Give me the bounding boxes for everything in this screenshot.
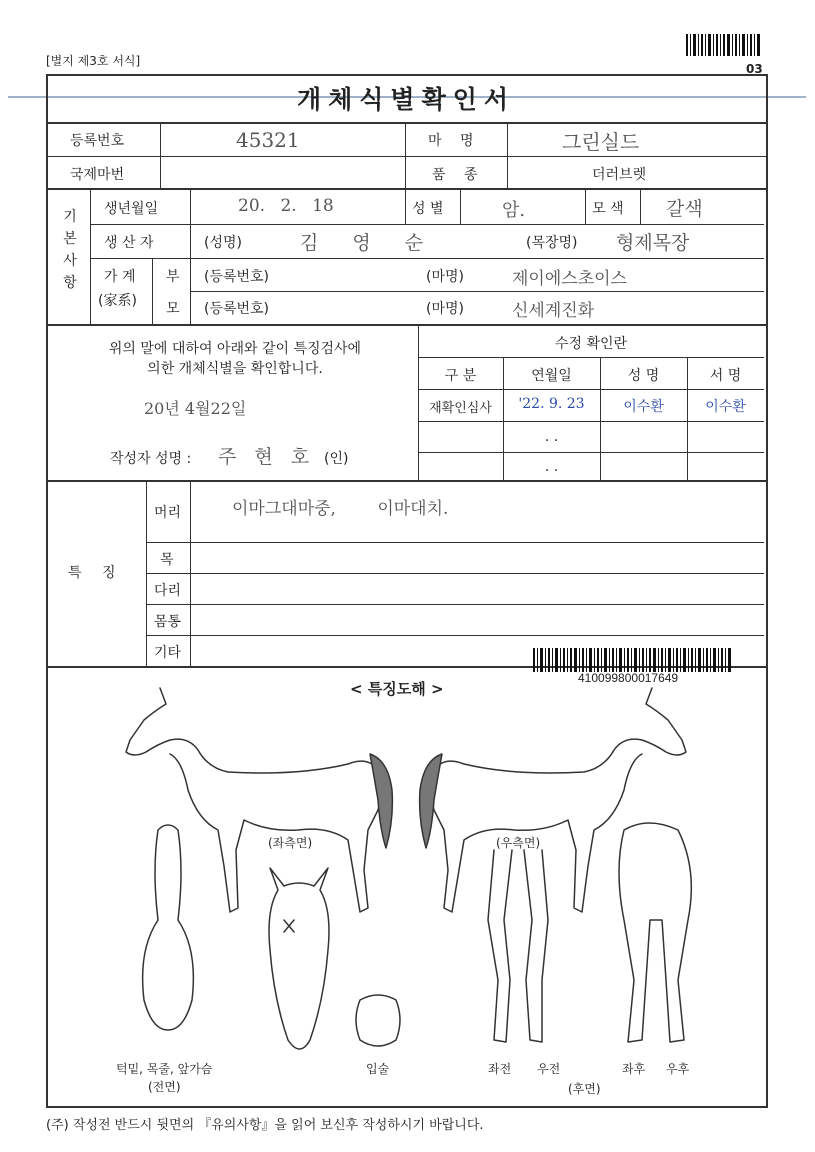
statement-line1: 위의 말에 대하여 아래와 같이 특징검사에: [108, 341, 362, 357]
divider: [146, 542, 764, 543]
horse-name-value: 그린실드: [562, 130, 640, 154]
horse-front-neck: [143, 825, 194, 1030]
divider: [46, 122, 766, 124]
basic-info-char: 항: [63, 275, 77, 291]
col-date: 연월일: [531, 368, 572, 384]
basic-info-char: 사: [63, 253, 77, 269]
right-side-caption: (우측면): [496, 836, 541, 850]
seal-label: (인): [324, 451, 349, 467]
producer-label: 생 산 자: [104, 235, 154, 251]
right-hind-caption: 우후: [666, 1062, 690, 1076]
producer-name-value: 김 영 순: [300, 232, 424, 254]
divider: [460, 188, 461, 224]
revision-sign: 이수환: [705, 399, 746, 415]
revision-date: . .: [544, 429, 559, 445]
barcode-number: 410099800017649: [578, 671, 679, 685]
farm-label: (목장명): [526, 235, 578, 251]
divider: [90, 188, 91, 324]
divider: [190, 291, 764, 292]
sire-name-value: 제이에스초이스: [512, 269, 627, 289]
breed-value: 더러브렛: [592, 167, 647, 183]
form-label: [별지 제3호 서식]: [46, 54, 141, 68]
divider: [152, 258, 153, 324]
divider: [190, 480, 191, 667]
dam-reg-label: (등록번호): [204, 301, 270, 317]
col-sign: 서 명: [709, 368, 742, 384]
diagram-title: < 특징도해 >: [350, 680, 444, 698]
basic-info-char: 본: [63, 231, 77, 247]
divider: [46, 156, 766, 157]
reg-no-label: 등록번호: [70, 133, 125, 149]
features-label: 특 징: [68, 565, 116, 581]
divider: [405, 188, 406, 224]
face-marking: [284, 920, 294, 932]
neck-label: 목: [160, 552, 174, 568]
divider: [418, 389, 764, 390]
dam-name-label: (마명): [426, 301, 464, 317]
basic-info-label: [60, 206, 80, 294]
author-label: 작성자 성명 :: [110, 451, 192, 467]
dam-name-value: 신세계진화: [512, 301, 595, 321]
divider: [160, 122, 161, 190]
sire-name-label: (마명): [426, 269, 464, 285]
horse-head-front: [269, 868, 329, 1049]
sex-label: 성 별: [412, 201, 444, 217]
lineage-hanja: (家系): [98, 293, 137, 309]
horse-left-tail: [370, 754, 392, 848]
divider: [418, 421, 764, 422]
barcode: [533, 648, 731, 672]
footer-note: (주) 작성전 반드시 뒷면의 『유의사항』을 읽어 보신후 작성하시기 바랍니다.: [46, 1118, 484, 1133]
dam-label: 모: [166, 301, 180, 317]
revision-name: 이수환: [623, 399, 664, 415]
left-hind-caption: 좌후: [622, 1062, 646, 1076]
head-value: 이마그대마중, 이마대치.: [232, 499, 449, 519]
col-name: 성 명: [627, 368, 660, 384]
horse-rear: [619, 823, 691, 1042]
divider: [90, 224, 764, 225]
divider: [146, 573, 764, 574]
divider: [405, 122, 406, 190]
right-front-caption: 우전: [537, 1062, 561, 1076]
divider: [146, 604, 764, 605]
body-label: 몸통: [154, 614, 182, 630]
revision-title: 수정 확인란: [554, 336, 628, 352]
barcode-top: [686, 34, 762, 56]
basic-info-char: 기: [63, 209, 77, 225]
producer-name-label: (성명): [204, 235, 242, 251]
lips-caption: 입술: [366, 1062, 390, 1076]
divider: [418, 452, 764, 453]
col-category: 구 분: [444, 368, 477, 384]
author-value: 주 현 호: [218, 446, 310, 468]
statement-line2: 의한 개체식별을 확인합니다.: [147, 361, 323, 377]
left-side-caption: (좌측면): [268, 836, 313, 850]
birth-value: 20. 2. 18: [238, 196, 334, 216]
divider: [90, 258, 764, 259]
divider: [640, 188, 641, 224]
breed-label: 품 종: [432, 167, 478, 183]
divider: [46, 480, 766, 482]
confirmation-date: 20년 4월22일: [144, 399, 247, 418]
intl-name-label: 국제마번: [70, 167, 125, 183]
divider: [418, 357, 764, 358]
divider: [46, 188, 766, 190]
color-label: 모 색: [592, 201, 624, 217]
reg-no-value: 45321: [236, 128, 300, 152]
page-number: 03: [746, 62, 763, 76]
revision-date: . .: [544, 459, 559, 475]
horse-right-tail: [420, 754, 442, 848]
horse-diagrams: [48, 680, 764, 1100]
horse-front-legs: [488, 850, 548, 1042]
rear-view-caption: (후면): [568, 1082, 601, 1096]
horse-lips: [356, 995, 400, 1046]
other-label: 기타: [154, 645, 182, 661]
divider: [146, 635, 764, 636]
sire-reg-label: (등록번호): [204, 269, 270, 285]
left-front-caption: 좌전: [488, 1062, 512, 1076]
front-caption: 턱밑, 목줄, 앞가슴: [116, 1062, 213, 1076]
revision-category: 재확인심사: [429, 401, 492, 416]
sex-value: 암.: [502, 200, 526, 221]
divider: [146, 480, 147, 667]
front-view-caption: (전면): [148, 1080, 181, 1094]
horse-name-label: 마 명: [428, 133, 474, 149]
divider: [585, 188, 586, 224]
revision-date: '22. 9. 23: [518, 396, 585, 412]
head-label: 머리: [154, 505, 182, 521]
birth-label: 생년월일: [104, 201, 159, 217]
divider: [507, 122, 508, 190]
sire-label: 부: [166, 269, 180, 285]
horse-left-side: [126, 688, 381, 912]
lineage-label: 가 계: [104, 269, 136, 285]
divider: [190, 188, 191, 324]
divider: [46, 324, 766, 326]
color-value: 갈색: [666, 198, 703, 220]
horse-right-side: [431, 688, 686, 912]
document-title: 개체식별확인서: [296, 85, 516, 114]
farm-value: 형제목장: [616, 232, 690, 254]
legs-label: 다리: [154, 583, 182, 599]
